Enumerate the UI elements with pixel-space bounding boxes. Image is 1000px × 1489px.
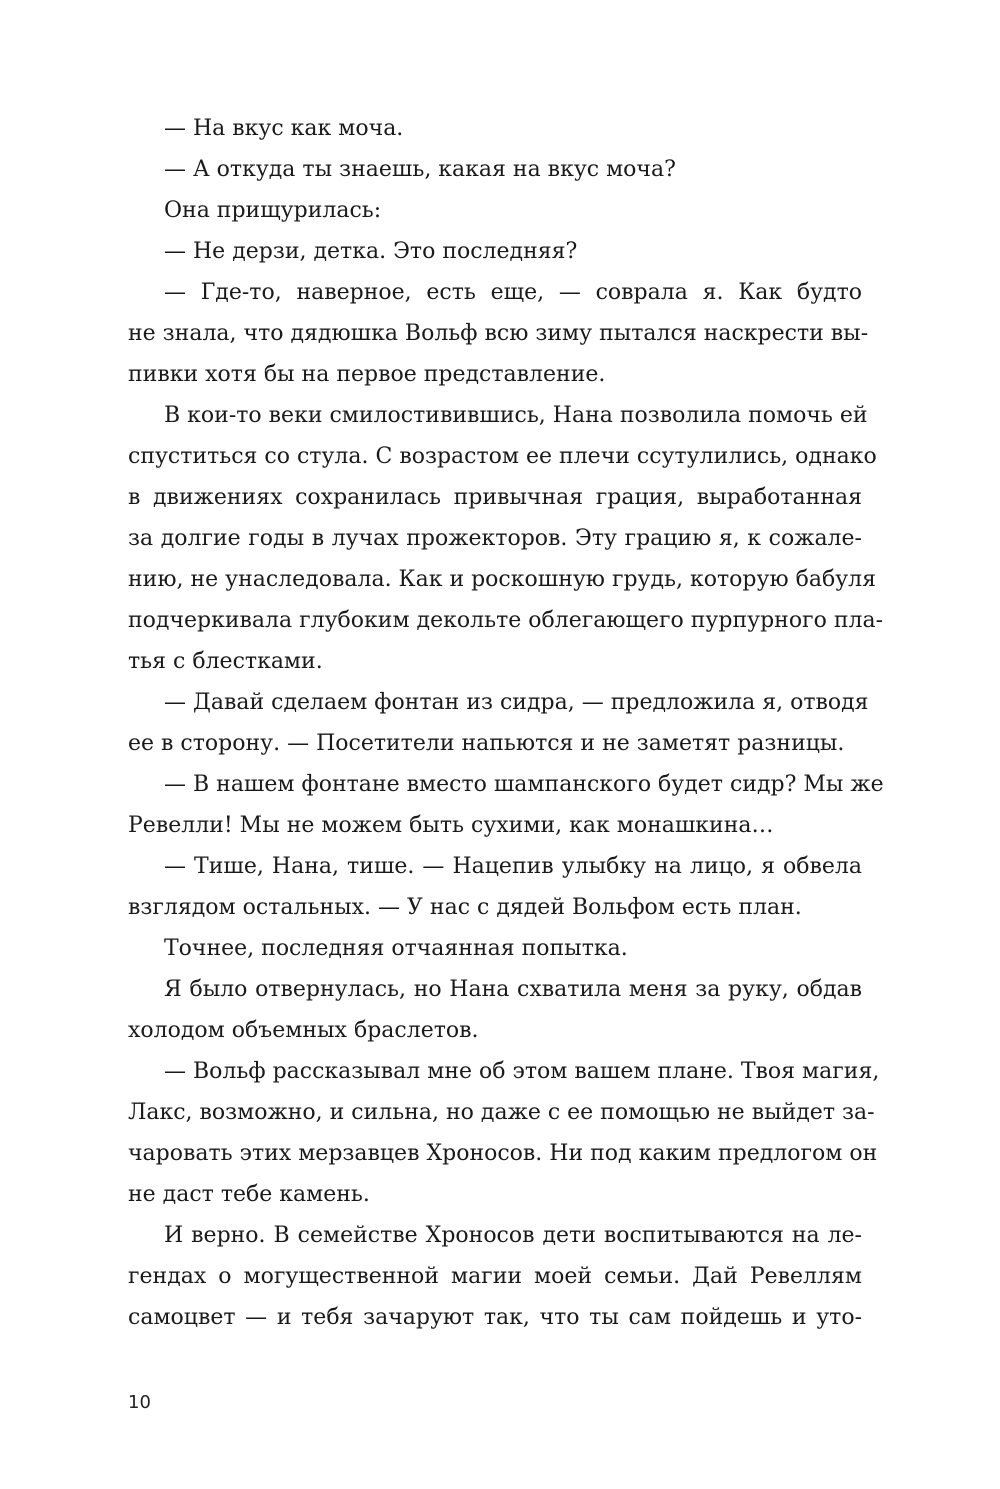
text-line: Она прищурилась: (164, 198, 382, 223)
text-line: Лакс, возможно, и сильна, но даже с ее помощью не выйдет за- (128, 1100, 875, 1125)
text-line: за долгие годы в лучах прожекторов. Эту грацию я, к сожале- (128, 526, 862, 551)
text-line: Точнее, последняя отчаянная попытка. (164, 936, 628, 961)
text-line: пивки хотя бы на первое представление. (128, 362, 606, 387)
text-line: В кои-то веки смилостивившись, Нана позволила помочь ей (164, 403, 868, 428)
text-line: чаровать этих мерзавцев Хроносов. Ни под каким предлогом он (128, 1141, 878, 1166)
text-line: ее в сторону. — Посетители напьются и не заметят разницы. (128, 731, 845, 756)
text-line: — Вольф рассказывал мне об этом вашем плане. Твоя магия, (164, 1059, 880, 1084)
text-line: не знала, что дядюшка Вольф всю зиму пытался наскрести вы- (128, 321, 869, 346)
text-line: нию, не унаследовала. Как и роскошную грудь, которую бабуля (128, 567, 876, 592)
text-line: — На вкус как моча. (164, 116, 404, 141)
text-line: взглядом остальных. — У нас с дядей Вольфом есть план. (128, 895, 802, 920)
book-page-text (128, 108, 884, 1338)
text-line: подчеркивала глубоким декольте облегающего пурпурного пла- (128, 608, 884, 633)
page-number: 10 (128, 1392, 151, 1413)
text-line: самоцвет — и тебя зачаруют так, что ты сам пойдешь и уто- (128, 1305, 862, 1330)
text-line: — Где-то, наверное, есть еще, — соврала я. Как будто (164, 280, 862, 305)
text-line: тья с блестками. (128, 649, 323, 674)
text-line: И верно. В семействе Хроносов дети воспитываются на ле- (164, 1223, 862, 1248)
text-line: холодом объемных браслетов. (128, 1018, 479, 1043)
text-line: — В нашем фонтане вместо шампанского будет сидр? Мы же (164, 772, 884, 797)
text-line: не даст тебе камень. (128, 1182, 370, 1207)
text-line: гендах о могущественной магии моей семьи. Дай Ревеллям (128, 1264, 862, 1289)
text-line: Ревелли! Мы не можем быть сухими, как монашкина… (128, 813, 774, 838)
text-line: в движениях сохранилась привычная грация, выработанная (128, 485, 862, 510)
text-line: Я было отвернулась, но Нана схватила меня за руку, обдав (164, 977, 862, 1002)
text-line: — Давай сделаем фонтан из сидра, — предложила я, отводя (164, 690, 869, 715)
text-line: спуститься со стула. С возрастом ее плечи ссутулились, однако (128, 444, 877, 469)
text-line: — Не дерзи, детка. Это последняя? (164, 239, 578, 264)
text-line: — Тише, Нана, тише. — Нацепив улыбку на лицо, я обвела (164, 854, 862, 879)
text-line: — А откуда ты знаешь, какая на вкус моча? (164, 157, 676, 182)
